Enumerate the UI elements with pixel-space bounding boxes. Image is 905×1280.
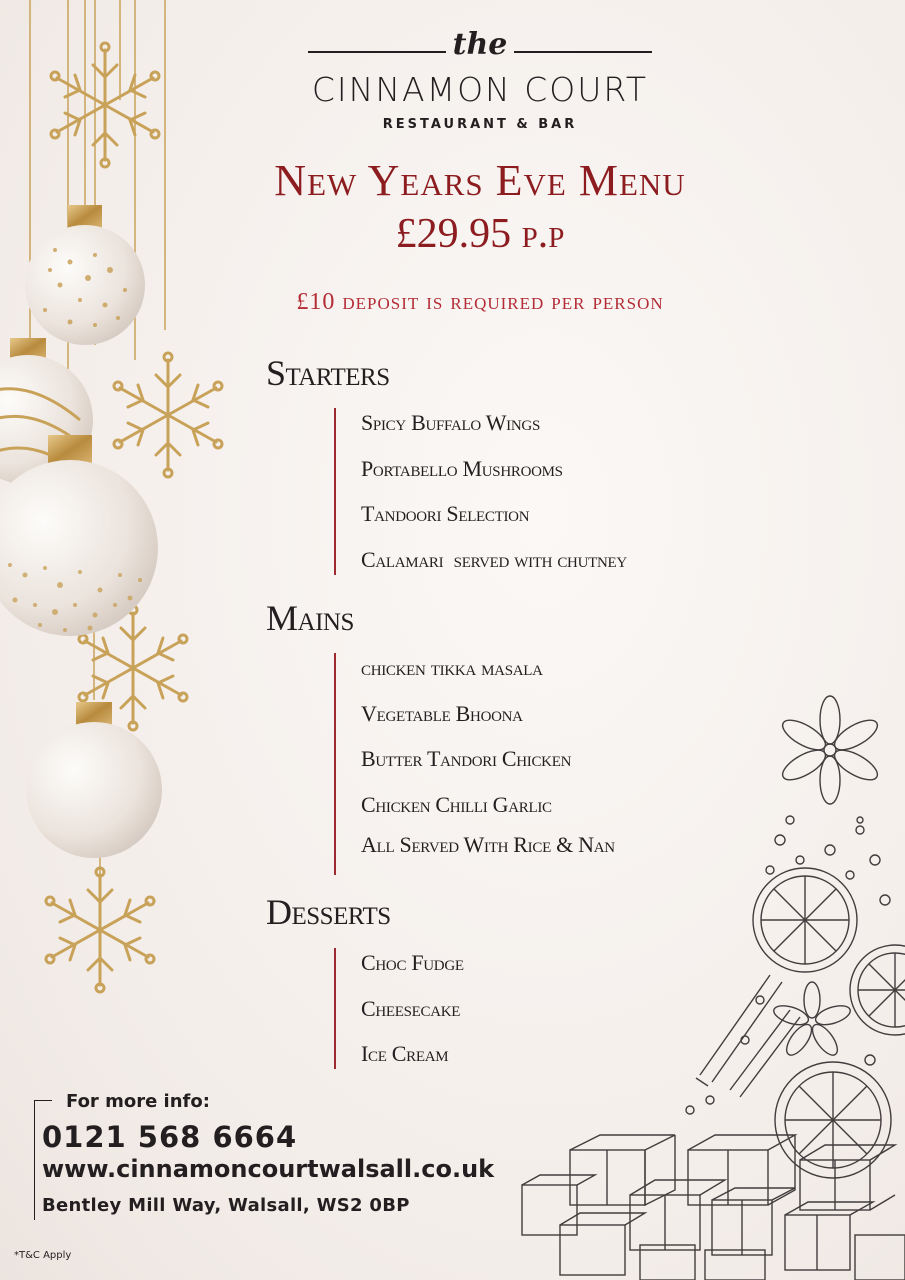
starters-list <box>334 408 627 575</box>
contact-phone[interactable]: 0121 568 6664 <box>42 1120 298 1154</box>
main-item: chicken tikka masala <box>361 655 543 680</box>
menu-title: New Years Eve Menu <box>274 156 686 205</box>
starter-item: Spicy Buffalo Wings <box>361 410 540 435</box>
deposit-note: £10 deposit is required per person <box>296 289 664 315</box>
starter-item: Portabello Mushrooms <box>361 455 563 481</box>
terms-note: *T&C Apply <box>14 1250 72 1261</box>
starter-item: Tandoori Selection <box>361 501 530 526</box>
restaurant-logo <box>305 27 655 132</box>
desserts-list <box>334 948 464 1069</box>
logo-name: CINNAMON COURT <box>311 70 649 109</box>
starter-item: Calamari served with chutney <box>361 546 627 572</box>
contact-label: For more info: <box>66 1091 210 1112</box>
dessert-item: Choc Fudge <box>361 950 464 975</box>
main-item: Butter Tandori Chicken <box>361 746 572 771</box>
menu-price: £29.95 p.p <box>395 211 565 257</box>
contact-address: Bentley Mill Way, Walsall, WS2 0BP <box>42 1195 410 1216</box>
mains-list <box>334 653 615 875</box>
contact-website-link[interactable]: www.cinnamoncourtwalsall.co.uk <box>42 1155 495 1183</box>
main-item: Chicken Chilli Garlic <box>361 791 552 817</box>
desserts-heading: Desserts <box>266 892 391 932</box>
logo-rule-left <box>308 51 446 53</box>
dessert-item: Ice Cream <box>361 1041 449 1066</box>
main-item-note: All Served With Rice & Nan <box>361 831 615 857</box>
logo-rule-right <box>514 51 652 53</box>
dessert-item: Cheesecake <box>361 995 461 1021</box>
logo-subtitle: RESTAURANT & BAR <box>382 117 578 132</box>
starters-heading: Starters <box>266 353 390 393</box>
main-item: Vegetable Bhoona <box>361 700 523 726</box>
logo-the: the <box>452 27 508 62</box>
mains-heading: Mains <box>266 598 354 638</box>
